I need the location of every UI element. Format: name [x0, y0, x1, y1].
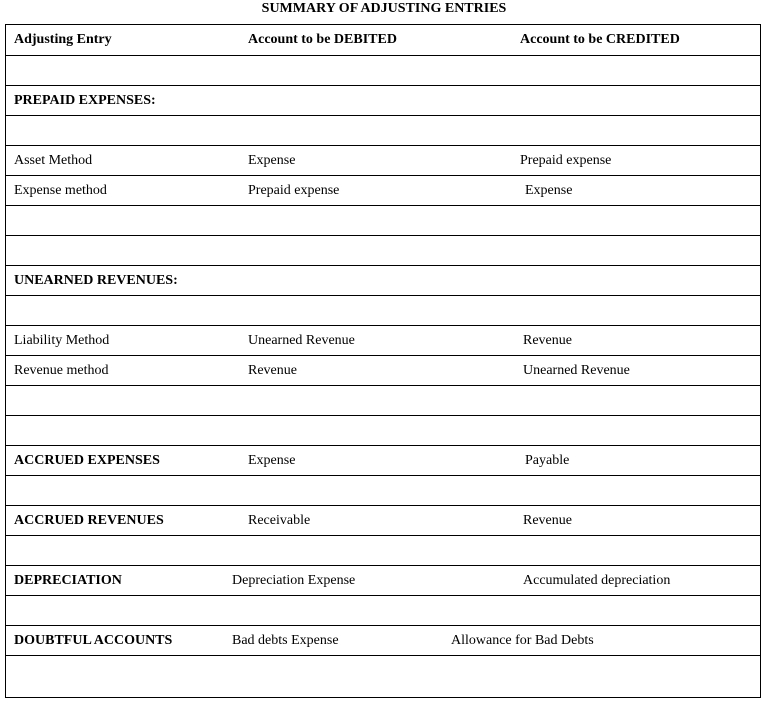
- debit-revenue-method: Revenue: [248, 362, 297, 378]
- entry-revenue-method: Revenue method: [14, 362, 109, 378]
- blank-row: [6, 296, 760, 326]
- entry-accrued-expenses: ACCRUED EXPENSES: [14, 452, 160, 468]
- debit-asset-method: Expense: [248, 152, 296, 168]
- credit-doubtful-accounts: Allowance for Bad Debts: [451, 632, 594, 648]
- blank-row: [6, 476, 760, 506]
- entry-doubtful-accounts: DOUBTFUL ACCOUNTS: [14, 632, 173, 648]
- debit-liability-method: Unearned Revenue: [248, 332, 355, 348]
- section-heading-prepaid-expenses: PREPAID EXPENSES:: [14, 92, 156, 108]
- header-account-debited: Account to be DEBITED: [248, 32, 397, 47]
- blank-row: [6, 236, 760, 266]
- header-account-credited: Account to be CREDITED: [520, 32, 680, 47]
- table-row-depreciation: [6, 566, 760, 596]
- header-adjusting-entry: Adjusting Entry: [14, 32, 112, 47]
- entry-expense-method: Expense method: [14, 182, 107, 198]
- blank-row: [6, 56, 760, 86]
- blank-row: [6, 596, 760, 626]
- credit-revenue-method: Unearned Revenue: [523, 362, 630, 378]
- table-row-doubtful-accounts: [6, 626, 760, 656]
- blank-row: [6, 116, 760, 146]
- entry-accrued-revenues: ACCRUED REVENUES: [14, 512, 164, 528]
- credit-accrued-expenses: Payable: [525, 452, 570, 468]
- table-row-expense-method: [6, 176, 760, 206]
- entry-liability-method: Liability Method: [14, 332, 110, 348]
- table-row-accrued-expenses: [6, 446, 760, 476]
- credit-asset-method: Prepaid expense: [520, 152, 612, 168]
- table-header-row: [6, 25, 760, 56]
- credit-expense-method: Expense: [525, 182, 573, 198]
- blank-row: [6, 386, 760, 416]
- entry-asset-method: Asset Method: [14, 152, 93, 168]
- table-row-revenue-method: [6, 356, 760, 386]
- credit-accrued-revenues: Revenue: [523, 512, 572, 528]
- blank-row: [6, 536, 760, 566]
- blank-row: [6, 656, 760, 697]
- blank-row: [6, 416, 760, 446]
- credit-liability-method: Revenue: [523, 332, 572, 348]
- adjusting-entries-table: [5, 24, 761, 698]
- table-row-liability-method: [6, 326, 760, 356]
- credit-depreciation: Accumulated depreciation: [523, 572, 671, 588]
- debit-accrued-revenues: Receivable: [248, 512, 311, 528]
- entry-depreciation: DEPRECIATION: [14, 572, 122, 588]
- debit-depreciation: Depreciation Expense: [232, 572, 356, 588]
- table-row-asset-method: [6, 146, 760, 176]
- section-row-prepaid-expenses: [6, 86, 760, 116]
- debit-expense-method: Prepaid expense: [248, 182, 340, 198]
- debit-doubtful-accounts: Bad debts Expense: [232, 632, 339, 648]
- blank-row: [6, 206, 760, 236]
- section-row-unearned-revenues: [6, 266, 760, 296]
- section-heading-unearned-revenues: UNEARNED REVENUES:: [14, 272, 178, 288]
- document-title: SUMMARY OF ADJUSTING ENTRIES: [261, 1, 507, 16]
- debit-accrued-expenses: Expense: [248, 452, 296, 468]
- table-row-accrued-revenues: [6, 506, 760, 536]
